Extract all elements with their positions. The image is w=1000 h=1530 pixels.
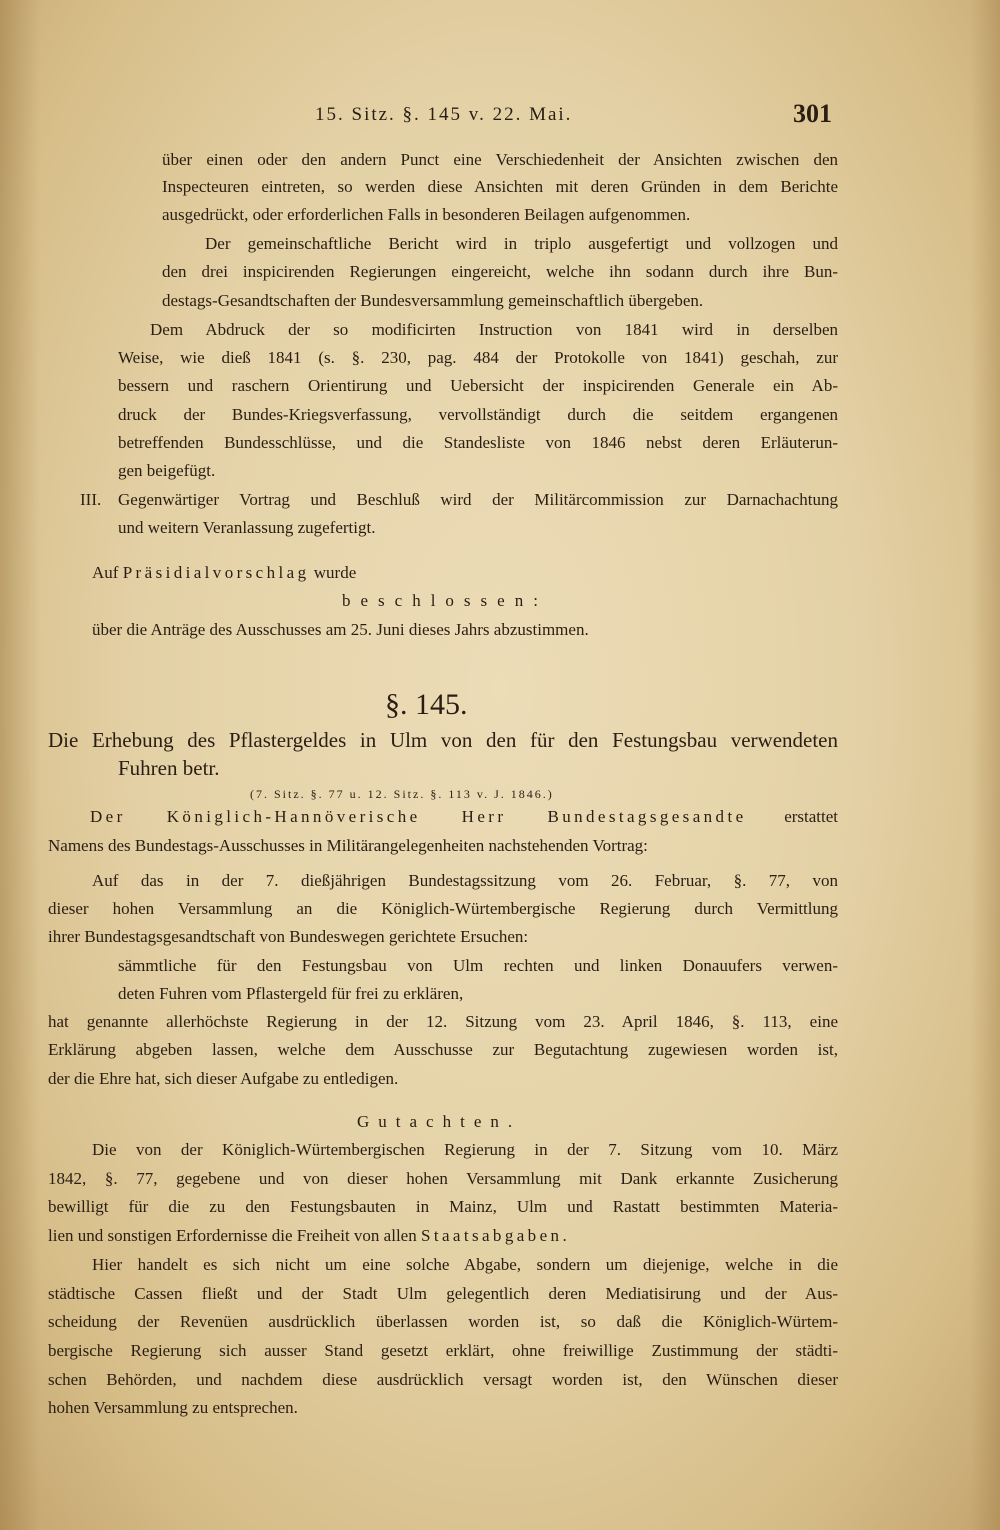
text-line: Namens des Bundestags-Ausschusses in Militärangelegenheiten nachstehenden Vortrag: — [48, 836, 648, 855]
text-line: Der gemeinschaftliche Bericht wird in triplo ausgefertigt und vollzogen und — [205, 234, 838, 253]
text-line — [48, 1222, 838, 1250]
text-line: städtische Cassen fließt und der Stadt Ulm gelegentlich deren Mediatisirung und der Aus- — [48, 1284, 838, 1303]
text-line: der die Ehre hat, sich dieser Aufgabe zu entledigen. — [48, 1069, 399, 1088]
text-line: dieser hohen Versammlung an die Königlich-Würtembergische Regierung durch Vermittlung — [48, 899, 838, 918]
emphasized-word: Staatsabgaben — [420, 1226, 563, 1245]
text-line: bewilligt für die zu den Festungsbauten in Mainz, Ulm und Rastatt bestimmten Materia- — [48, 1197, 838, 1216]
section-title: Fuhren betr. — [118, 756, 220, 780]
section-reference: (7. Sitz. §. 77 u. 12. Sitz. §. 113 v. J. 1846.) — [250, 787, 554, 801]
page-number: 301 — [793, 99, 832, 128]
speaker-verb: erstattet — [784, 807, 838, 826]
text-line: den drei inspicirenden Regierungen eingereicht, welche ihn sodann durch ihre Bun- — [162, 262, 838, 281]
text-line: hat genannte allerhöchste Regierung in der 12. Sitzung vom 23. April 1846, §. 113, eine — [48, 1012, 838, 1031]
text-line: ausgedrückt, oder erforderlichen Falls in besonderen Beilagen aufgenommen. — [162, 205, 691, 224]
text-line: gen beigefügt. — [118, 461, 216, 480]
text-line: scheidung der Revenüen ausdrücklich überlassen worden ist, so daß die Königlich-Würtem- — [48, 1312, 838, 1331]
text-line: schen Behörden, und nachdem diese ausdrücklich versagt worden ist, den Wünschen dieser — [48, 1370, 838, 1389]
text-line — [90, 803, 838, 831]
text-line: bessern und raschern Orientirung und Uebersicht der inspicirenden Generale ein Ab- — [118, 376, 838, 395]
text-line: und weitern Veranlassung zugefertigt. — [118, 518, 376, 537]
text-line: Inspecteuren eintreten, so werden diese Ansichten mit deren Gründen in dem Berichte — [162, 177, 838, 196]
text-segment: lien und sonstigen Erfordernisse die Freiheit von allen — [48, 1226, 417, 1245]
text-line: destags-Gesandtschaften der Bundesversammlung gemeinschaftlich übergeben. — [162, 291, 704, 310]
text-line: Gegenwärtiger Vortrag und Beschluß wird der Militärcommission zur Darnachachtung — [118, 490, 838, 509]
running-title: 15. Sitz. §. 145 v. 22. Mai. — [315, 104, 573, 125]
text-line: Hier handelt es sich nicht um eine solche Abgabe, sondern um diejenige, welche in die — [92, 1255, 838, 1274]
item-numeral: III. — [80, 490, 102, 509]
text-line — [92, 559, 492, 587]
resolution-verb: wurde — [313, 563, 357, 582]
text-line: Weise, wie dieß 1841 (s. §. 230, pag. 484 der Protokolle von 1841) geschah, zur — [118, 348, 838, 367]
text-line: bergische Regierung sich ausser Stand gesetzt erklärt, ohne freiwillige Zustimmung der städti- — [48, 1341, 838, 1360]
section-number: §. 145. — [385, 688, 468, 721]
text-line: Auf das in der 7. dießjährigen Bundestagssitzung vom 26. Februar, §. 77, von — [92, 871, 838, 890]
text-line: sämmtliche für den Festungsbau von Ulm rechten und linken Donauufers verwen- — [118, 956, 838, 975]
text-line: betreffenden Bundesschlüsse, und die Standesliste von 1846 nebst deren Erläuterun- — [118, 433, 838, 452]
text-line: Erklärung abgeben lassen, welche dem Ausschusse zur Begutachtung zugewiesen worden ist, — [48, 1040, 838, 1059]
text-line: Die von der Königlich-Würtembergischen Regierung in der 7. Sitzung vom 10. März — [92, 1140, 838, 1159]
opinion-heading: Gutachten. — [357, 1112, 522, 1131]
text-line: deten Fuhren vom Pflastergeld für frei zu erklären, — [118, 984, 464, 1003]
resolution-proposal: Präsidialvorschlag — [122, 563, 310, 582]
speaker: Der Königlich-Hannöverische Herr Bundestagsgesandte — [90, 807, 747, 826]
section-title: Die Erhebung des Pflastergeldes in Ulm von den für den Festungsbau verwendeten — [48, 728, 838, 752]
text-line: 1842, §. 77, gegebene und von dieser hohen Versammlung mit Dank erkannte Zusicherung — [48, 1169, 838, 1188]
text-line: hohen Versammlung zu entsprechen. — [48, 1398, 298, 1417]
text-line: Dem Abdruck der so modificirten Instruction von 1841 wird in derselben — [150, 320, 838, 339]
text-line: über die Anträge des Ausschusses am 25. Juni dieses Jahrs abzustimmen. — [92, 620, 589, 639]
text-line: druck der Bundes-Kriegsverfassung, vervollständigt durch die seitdem ergangenen — [118, 405, 838, 424]
text-line: ihrer Bundestagsgesandtschaft von Bundeswegen gerichtete Ersuchen: — [48, 927, 529, 946]
resolution-lead: Auf — [92, 563, 119, 582]
resolution-decision: beschlossen: — [342, 591, 548, 610]
text-segment: . — [562, 1226, 567, 1245]
text-line: über einen oder den andern Punct eine Verschiedenheit der Ansichten zwischen den — [162, 150, 838, 169]
